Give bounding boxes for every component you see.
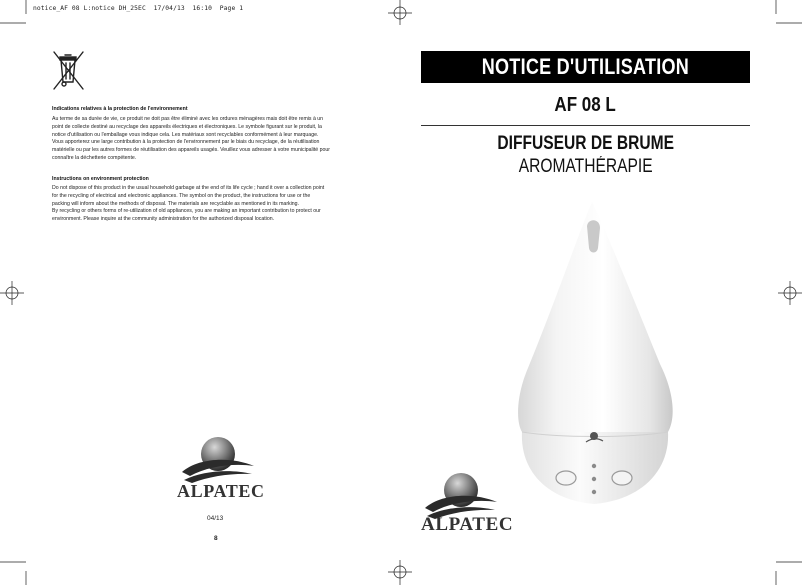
text-line: By recycling or others forms of re-utilization of old appliances, you are making an important contribution to protect our — [52, 208, 321, 215]
alpatec-logo-mark — [180, 436, 256, 484]
en-heading: Instructions on environment protection — [52, 176, 149, 182]
text-line: point de collecte destiné au recyclage des appareils électriques et électroniques. Le symbole figurant sur le produit, la — [52, 123, 322, 130]
date-code: 04/13 — [207, 515, 224, 522]
model-number: AF 08 L — [554, 94, 617, 116]
product-name: DIFFUSEUR DE BRUME — [497, 133, 674, 154]
diffuser-product-illustration — [500, 200, 690, 520]
text-line: notice d'utilisation ou l'emballage vous indique cela. Les matériaux sont recyclables conformément à leur marquage. — [52, 131, 319, 138]
fr-paragraph — [52, 116, 382, 163]
fr-heading: Indications relatives à la protection de l'environnement — [52, 106, 188, 112]
print-slug-line: notice_AF 08 L:notice DH_25EC 17/04/13 16:10 Page 1 — [33, 5, 244, 12]
alpatec-wordmark: ALPATEC — [177, 481, 265, 501]
alpatec-wordmark: ALPATEC — [421, 514, 514, 535]
text-line: Vous apporterez une large contribution à la protection de l'environnement par le biais du recyclage, de la réutilisation — [52, 139, 320, 146]
manual-title: NOTICE D'UTILISATION — [481, 54, 690, 79]
product-subtitle: AROMATHÉRAPIE — [518, 156, 653, 177]
alpatec-logo-mark — [423, 472, 499, 520]
text-line: environment. Please inquire at the community administration for the authorized disposal location. — [52, 216, 275, 222]
en-paragraph — [52, 185, 382, 224]
page-number: 8 — [214, 535, 218, 542]
text-line: connaître la déchetterie compétente. — [52, 154, 137, 161]
weee-crossed-bin-icon — [49, 49, 89, 93]
text-line: packing will inform about the methods of disposal. The materials are recyclable as mentioned in its marking. — [52, 200, 300, 207]
divider-rule — [421, 125, 750, 126]
text-line: Do not dispose of this product in the usual household garbage at the end of its life cycle ; hand it over a collection point — [52, 185, 325, 191]
text-line: matérielle ou par les autres formes de réutilisation des appareils usagés. Veuillez vous adresser à votre municipalité pour — [52, 147, 330, 153]
text-line: for the recycling of electrical and electronic appliances. The symbol on the product, the instructions for use or the — [52, 192, 311, 199]
manual-title-bar — [421, 51, 750, 83]
text-line: Au terme de sa durée de vie, ce produit ne doit pas être éliminé avec les ordures ménagères mais doit être remis à un — [52, 116, 324, 122]
